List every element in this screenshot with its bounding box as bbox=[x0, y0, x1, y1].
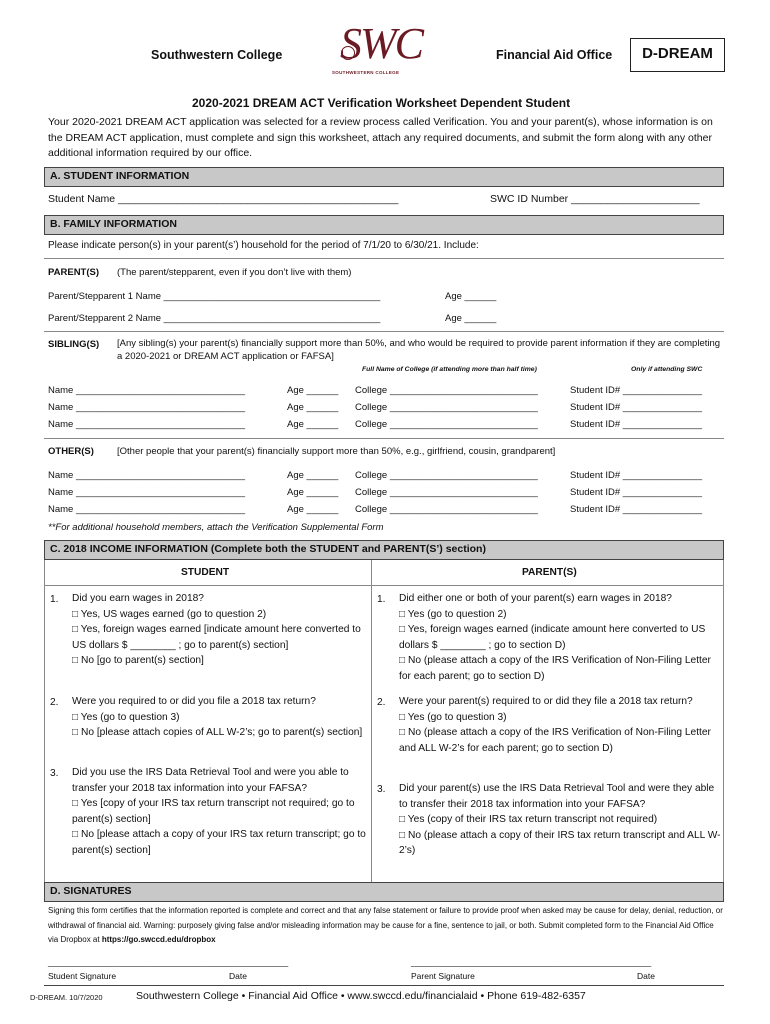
college-name: Southwestern College bbox=[151, 48, 283, 62]
page-title: 2020-2021 DREAM ACT Verification Worksheet Dependent Student bbox=[192, 96, 571, 110]
logo-text: SWC bbox=[340, 19, 422, 68]
parent-question-3[interactable]: Did your parent(s) use the IRS Data Retrieval Tool and were they able to transfer their 2018 tax information into your FAFSA? □ Yes (copy of their IRS tax return transcript not required) □ No (please attach a copy of their IRS tax return transcript and ALL W-2’s) bbox=[399, 783, 721, 856]
student-signature-label: Student Signature bbox=[48, 971, 117, 981]
siblings-label: SIBLING(S) bbox=[48, 339, 100, 350]
section-b-heading: B. FAMILY INFORMATION bbox=[44, 215, 724, 235]
student-date-label: Date bbox=[229, 971, 247, 981]
question-number: 1. bbox=[377, 594, 386, 605]
other-college-field[interactable]: College ____________________________ bbox=[355, 470, 538, 481]
parent-question-2[interactable]: Were your parent(s) required to or did they file a 2018 tax return? □ Yes (go to question 3) □ No (please attach a copy of the IRS Verification of Non-Filing Letter and ALL W-2’s for each parent; go to section D) bbox=[399, 696, 711, 754]
sibling-student-id-field[interactable]: Student ID# _______________ bbox=[570, 385, 703, 396]
parent-signature-line[interactable]: ______________________________________________________ bbox=[411, 958, 652, 967]
college-hint: Full Name of College (if attending more than half time) bbox=[362, 366, 537, 373]
certification-body: Signing this form certifies that the information reported is complete and correct and that any false statement or failure to provide proof when asked may be cause for delay, denial, reduction, or withdrawal of financial aid. Warning: purposely giving false and/or misleading information may be cause for a fine, sentence to jail, or both. Submit completed form to the Financial Aid Office via Dropbox at bbox=[48, 906, 723, 944]
sibling-name-field[interactable]: Name ________________________________ bbox=[48, 385, 246, 396]
form-code-badge: D-DREAM bbox=[630, 38, 725, 72]
others-description: [Other people that your parent(s) financially support more than 50%, e.g., girlfriend, cousin, grandparent] bbox=[117, 446, 556, 457]
office-name: Financial Aid Office bbox=[496, 48, 613, 62]
other-name-field[interactable]: Name ________________________________ bbox=[48, 470, 246, 481]
sibling-age-field[interactable]: Age ______ bbox=[287, 419, 339, 430]
column-divider bbox=[371, 560, 372, 882]
footer-divider bbox=[44, 985, 724, 986]
supplemental-note: **For additional household members, attach the Verification Supplemental Form bbox=[48, 522, 384, 533]
parent-column-header: PARENT(S) bbox=[522, 567, 577, 578]
parent2-name-field[interactable]: Parent/Stepparent 2 Name _________________________________________ bbox=[48, 313, 381, 324]
sibling-age-field[interactable]: Age ______ bbox=[287, 402, 339, 413]
student-column-header: STUDENT bbox=[181, 567, 230, 578]
sibling-name-field[interactable]: Name ________________________________ bbox=[48, 419, 246, 430]
parent2-age-field[interactable]: Age ______ bbox=[445, 313, 497, 324]
other-age-field[interactable]: Age ______ bbox=[287, 504, 339, 515]
logo-subtitle: SOUTHWESTERN COLLEGE bbox=[332, 70, 400, 75]
section-c-heading: C. 2018 INCOME INFORMATION (Complete both the STUDENT and PARENT(S’) section) bbox=[44, 540, 724, 560]
parents-description: (The parent/stepparent, even if you don’t live with them) bbox=[117, 267, 352, 278]
question-number: 2. bbox=[50, 697, 59, 708]
section-d-heading: D. SIGNATURES bbox=[44, 882, 724, 902]
other-student-id-field[interactable]: Student ID# _______________ bbox=[570, 470, 703, 481]
question-number: 1. bbox=[50, 594, 59, 605]
parent-question-1[interactable]: Did either one or both of your parent(s) earn wages in 2018? □ Yes (go to question 2) □ Yes, foreign wages earned (indicate amount here converted to US dollars $ ________ ; go to section D) □ No (please attach a copy of the IRS Verification of Non-Filing Letter for each parent; go to section D) bbox=[399, 593, 711, 682]
other-age-field[interactable]: Age ______ bbox=[287, 487, 339, 498]
parent1-age-field[interactable]: Age ______ bbox=[445, 291, 497, 302]
parent1-name-field[interactable]: Parent/Stepparent 1 Name _________________________________________ bbox=[48, 291, 381, 302]
others-label: OTHER(S) bbox=[48, 446, 94, 457]
other-student-id-field[interactable]: Student ID# _______________ bbox=[570, 504, 703, 515]
dropbox-link[interactable]: https://go.swccd.edu/dropbox bbox=[101, 935, 216, 944]
siblings-description: [Any sibling(s) your parent(s) financially support more than 50%, and who would be required to provide parent information if they are completing a 2020-2021 or DREAM ACT application or FAFSA] bbox=[117, 338, 721, 362]
certification-text bbox=[48, 904, 724, 948]
header-divider bbox=[44, 585, 724, 586]
parent-signature-label: Parent Signature bbox=[411, 971, 475, 981]
table-border bbox=[723, 560, 724, 882]
divider bbox=[44, 331, 724, 332]
sibling-age-field[interactable]: Age ______ bbox=[287, 385, 339, 396]
question-number: 3. bbox=[50, 768, 59, 779]
sibling-college-field[interactable]: College ____________________________ bbox=[355, 402, 538, 413]
form-id: D-DREAM. 10/7/2020 bbox=[30, 993, 103, 1002]
other-college-field[interactable]: College ____________________________ bbox=[355, 487, 538, 498]
student-signature-line[interactable]: ______________________________________________________ bbox=[48, 958, 289, 967]
other-college-field[interactable]: College ____________________________ bbox=[355, 504, 538, 515]
sibling-student-id-field[interactable]: Student ID# _______________ bbox=[570, 419, 703, 430]
other-student-id-field[interactable]: Student ID# _______________ bbox=[570, 487, 703, 498]
parents-label: PARENT(S) bbox=[48, 267, 100, 278]
other-name-field[interactable]: Name ________________________________ bbox=[48, 504, 246, 515]
sibling-college-field[interactable]: College ____________________________ bbox=[355, 385, 538, 396]
swc-id-field[interactable]: SWC ID Number ______________________ bbox=[490, 193, 700, 205]
student-question-2[interactable]: Were you required to or did you file a 2018 tax return? □ Yes (go to question 3) □ No [please attach copies of ALL W-2’s; go to parent(s) section] bbox=[72, 696, 363, 738]
divider bbox=[44, 438, 724, 439]
student-name-field[interactable]: Student Name ________________________________________________ bbox=[48, 193, 399, 205]
student-question-1[interactable]: Did you earn wages in 2018? □ Yes, US wages earned (go to question 2) □ Yes, foreign wages earned [indicate amount here converted to US dollars $ ________ ; go to parent(s) section] □ No [go to parent(s) section] bbox=[72, 593, 361, 666]
other-age-field[interactable]: Age ______ bbox=[287, 470, 339, 481]
question-number: 2. bbox=[377, 697, 386, 708]
student-id-hint: Only if attending SWC bbox=[631, 366, 703, 373]
other-name-field[interactable]: Name ________________________________ bbox=[48, 487, 246, 498]
sibling-student-id-field[interactable]: Student ID# _______________ bbox=[570, 402, 703, 413]
footer-contact: Southwestern College • Financial Aid Office • www.swccd.edu/financialaid • Phone 619-482-6357 bbox=[136, 990, 586, 1002]
table-border bbox=[44, 560, 45, 882]
household-instruction: Please indicate person(s) in your parent(s’) household for the period of 7/1/20 to 6/30/21. Include: bbox=[48, 240, 479, 251]
seal-icon bbox=[341, 46, 355, 60]
section-a-heading: A. STUDENT INFORMATION bbox=[44, 167, 724, 187]
sibling-name-field[interactable]: Name ________________________________ bbox=[48, 402, 246, 413]
parent-date-label: Date bbox=[637, 971, 655, 981]
question-number: 3. bbox=[377, 784, 386, 795]
intro-paragraph: Your 2020-2021 DREAM ACT application was selected for a review process called Verification. You and your parent(s), whose information is on the DREAM ACT application, must complete and sign this worksheet, attach any required documents, and submit the form along with any other additional information required by our office. bbox=[48, 116, 713, 159]
student-question-3[interactable]: Did you use the IRS Data Retrieval Tool and were you able to transfer your 2018 tax information into your FAFSA? □ Yes [copy of your IRS tax return transcript not required; go to parent(s) section] □ No [please attach a copy of your IRS tax return transcript; go to parent(s) section] bbox=[72, 767, 366, 856]
sibling-college-field[interactable]: College ____________________________ bbox=[355, 419, 538, 430]
divider bbox=[44, 258, 724, 259]
